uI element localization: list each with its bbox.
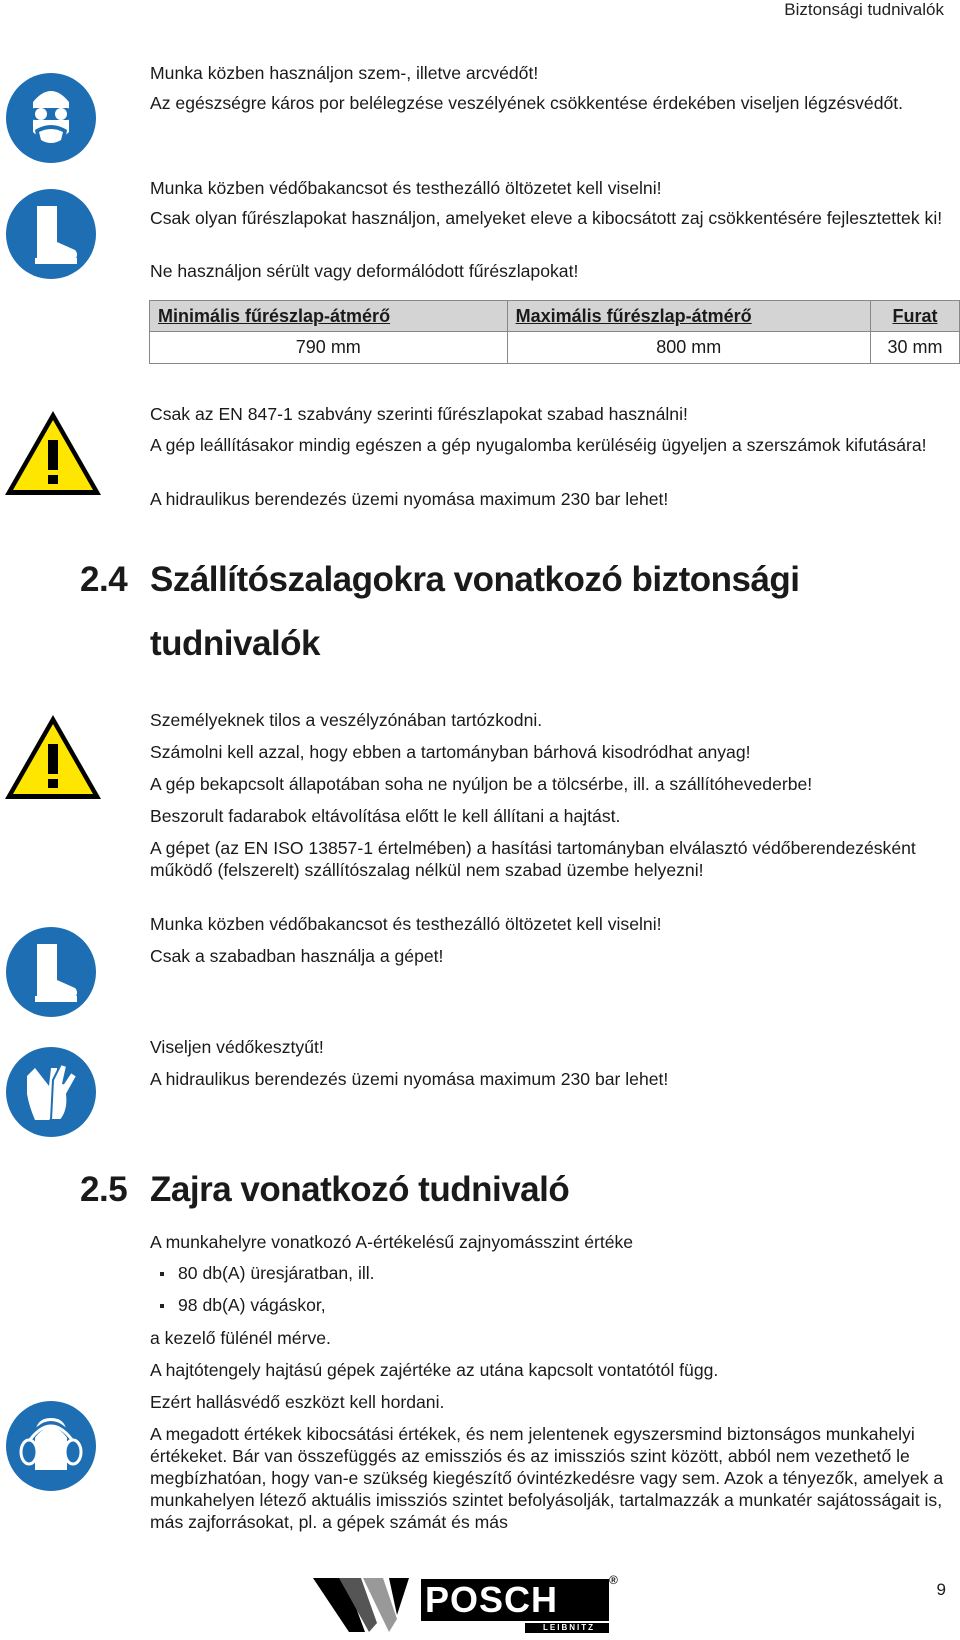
- registered-mark: ®: [609, 1573, 618, 1587]
- ear-protection-icon: [5, 1400, 97, 1492]
- paragraph: Csak a szabadban használja a gépet!: [150, 946, 444, 966]
- list-item-text: 98 db(A) vágáskor,: [178, 1295, 326, 1315]
- paragraph: Beszorult fadarabok eltávolítása előtt le kell állítani a hajtást.: [150, 806, 621, 826]
- section-number: 2.4: [80, 560, 128, 599]
- paragraph: A megadott értékek kibocsátási értékek, és nem jelentenek egyszersmind biztonságos munkahelyi értékeket. Bár van összefüggés az emissziós és az imissziós szint között, abból nem vezethető le megbízhatóan, hogy van-e szükség kiegészítő óvintézkedésre vagy sem. Azok a tényezők, amelyek a munkahelyen létező aktuális imissziós szintet befolyásolják, tartalmazzák a munkatér sajátosságait is, más zajforrásokat, pl. a gépek számát és más: [150, 1424, 944, 1532]
- paragraph: A hidraulikus berendezés üzemi nyomása maximum 230 bar lehet!: [150, 489, 669, 509]
- safety-boot-icon: [5, 188, 97, 280]
- table-header-cell: Maximális fűrészlap-átmérő: [507, 301, 870, 332]
- paragraph: Munka közben védőbakancsot és testhezálló öltözetet kell viselni!: [150, 914, 662, 934]
- table-header-cell: Furat: [870, 301, 959, 332]
- bullet-icon: [160, 1304, 164, 1308]
- section-title: Zajra vonatkozó tudnivaló: [150, 1170, 570, 1209]
- paragraph: Ne használjon sérült vagy deformálódott fűrészlapokat!: [150, 261, 579, 281]
- table-header-cell: Minimális fűrészlap-átmérő: [150, 301, 508, 332]
- list-item: [160, 1263, 375, 1284]
- paragraph: a kezelő fülénél mérve.: [150, 1328, 331, 1348]
- safety-boot-icon: [5, 926, 97, 1018]
- paragraph: Munka közben használjon szem-, illetve arcvédőt!: [150, 63, 539, 83]
- section-heading: [80, 1158, 940, 1222]
- paragraph: A gép leállításakor mindig egészen a gép nyugalomba kerüléséig ügyeljen a szerszámok kifutására!: [150, 435, 927, 455]
- table-header-row: [150, 301, 960, 332]
- paragraph: Csak olyan fűrészlapokat használjon, amelyeket eleve a kibocsátott zaj csökkentésére fejlesztettek ki!: [150, 208, 943, 228]
- bullet-icon: [160, 1272, 164, 1276]
- safety-gloves-icon: [5, 1046, 97, 1138]
- posch-logo: [313, 1575, 623, 1635]
- paragraph: Ezért hallásvédő eszközt kell hordani.: [150, 1392, 445, 1412]
- page-number: 9: [936, 1580, 946, 1599]
- list-item-text: 80 db(A) üresjáratban, ill.: [178, 1263, 375, 1283]
- paragraph: A gép bekapcsolt állapotában soha ne nyúljon be a tölcsérbe, ill. a szállítóhevederbe!: [150, 774, 813, 794]
- paragraph: Az egészségre káros por belélegzése veszélyének csökkentése érdekében viseljen légzésvédőt.: [150, 93, 904, 113]
- table-row: [150, 332, 960, 364]
- paragraph: Személyeknek tilos a veszélyzónában tartózkodni.: [150, 710, 543, 730]
- table-cell: 30 mm: [870, 332, 959, 364]
- paragraph: A gépet (az EN ISO 13857-1 értelmében) a hasítási tartományban elválasztó védőberendezésként működő (felszerelt) szállítószalag nélkül nem szabad üzembe helyezni!: [150, 838, 916, 880]
- list-item: [160, 1295, 326, 1316]
- paragraph: Csak az EN 847-1 szabvány szerinti fűrészlapokat szabad használni!: [150, 404, 688, 424]
- section-heading: [80, 548, 940, 678]
- paragraph: Viseljen védőkesztyűt!: [150, 1037, 324, 1057]
- logo-wordmark: POSCH: [425, 1579, 559, 1620]
- paragraph: A munkahelyre vonatkozó A-értékelésű zajnyomásszint értéke: [150, 1232, 634, 1252]
- logo-subtext: LEIBNITZ: [543, 1623, 595, 1632]
- warning-triangle-icon: [2, 408, 104, 498]
- paragraph: Számolni kell azzal, hogy ebben a tartományban bárhová kisodródhat anyag!: [150, 742, 751, 762]
- section-number: 2.5: [80, 1170, 128, 1209]
- table-cell: 800 mm: [507, 332, 870, 364]
- eye-respirator-protection-icon: [5, 72, 97, 164]
- paragraph: A hajtótengely hajtású gépek zajértéke az utána kapcsolt vontatótól függ.: [150, 1360, 719, 1380]
- section-title: Szállítószalagokra vonatkozó biztonsági tudnivalók: [150, 560, 800, 663]
- running-header: Biztonsági tudnivalók: [784, 0, 944, 19]
- saw-blade-spec-table: [149, 300, 960, 364]
- table-cell: 790 mm: [150, 332, 508, 364]
- warning-triangle-icon: [2, 712, 104, 802]
- paragraph: Munka közben védőbakancsot és testhezálló öltözetet kell viselni!: [150, 178, 662, 198]
- paragraph: A hidraulikus berendezés üzemi nyomása maximum 230 bar lehet!: [150, 1069, 669, 1089]
